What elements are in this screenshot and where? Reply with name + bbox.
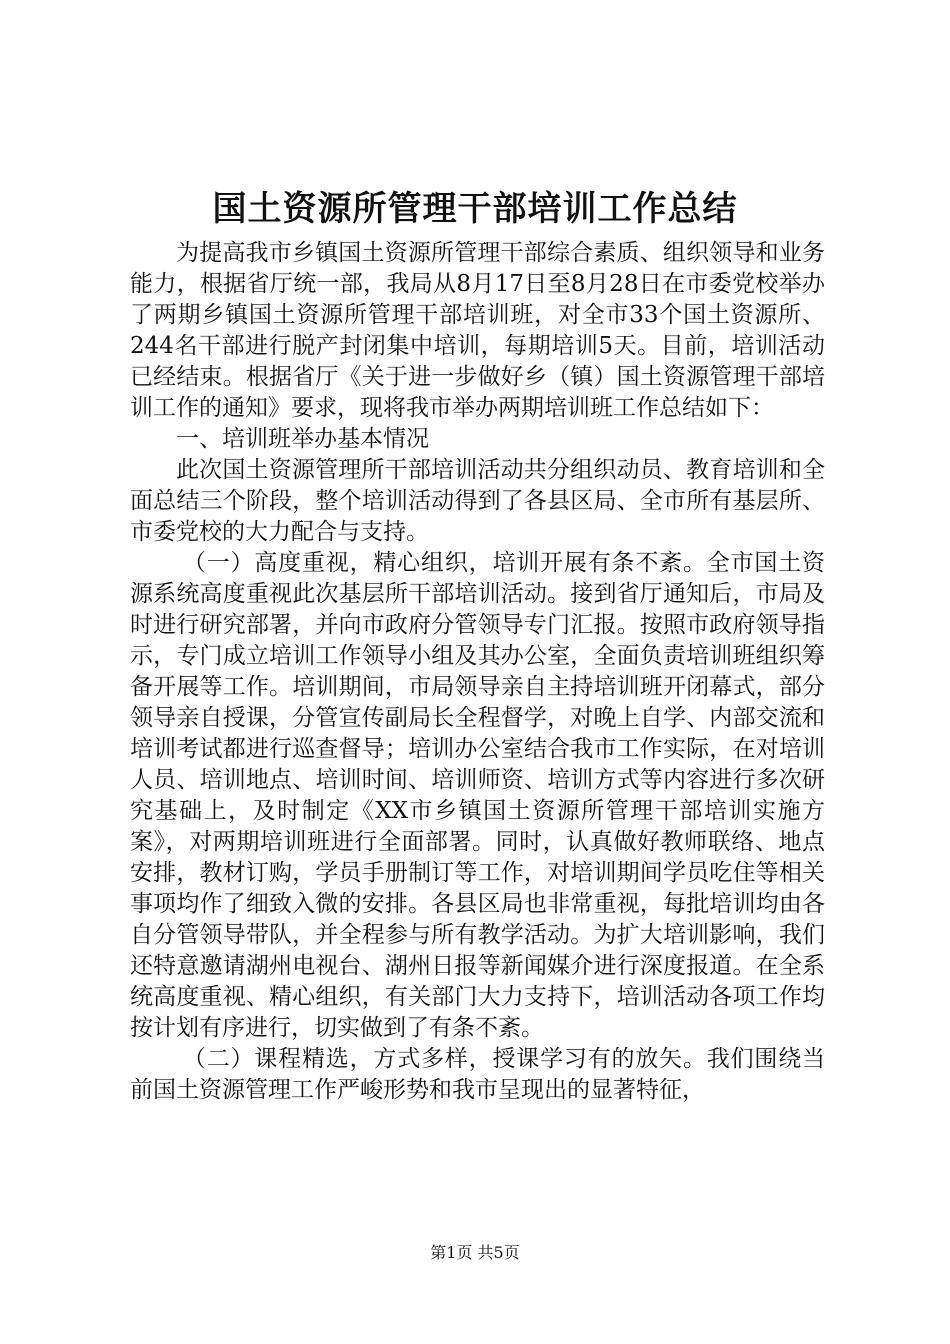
intro-paragraph: 为提高我市乡镇国土资源所管理干部综合素质、组织领导和业务能力，根据省厅统一部，我局从8月17日至8月28日在市委党校举办了两期乡镇国土资源所管理干部培训班，对全市33个国土资源所、244名干部进行脱产封闭集中培训，每期培训5天。目前，培训活动已经结束。根据省厅《关于进一步做好乡（镇）国土资源管理干部培训工作的通知》要求，现将我市举办两期培训班工作总结如下： [130, 240, 825, 421]
subsection-2-paragraph: （二）课程精选，方式多样，授课学习有的放矢。我们围绕当前国土资源管理工作严峻形势和我市呈现出的显著特征， [130, 1046, 825, 1103]
section-1-intro-paragraph: 此次国土资源管理所干部培训活动共分组织动员、教育培训和全面总结三个阶段，整个培训活动得到了各县区局、全市所有基层所、市委党校的大力配合与支持。 [130, 457, 825, 545]
subsection-1-paragraph: （一）高度重视，精心组织，培训开展有条不紊。全市国土资源系统高度重视此次基层所干部培训活动。接到省厅通知后，市局及时进行研究部署，并向市政府分管领导专门汇报。按照市政府领导指示，专门成立培训工作领导小组及其办公室，全面负责培训班组织筹备开展等工作。培训期间，市局领导亲自主持培训班开闭幕式，部分领导亲自授课，分管宣传副局长全程督学，对晚上自学、内部交流和培训考试都进行巡查督导；培训办公室结合我市工作实际，在对培训人员、培训地点、培训时间、培训师资、培训方式等内容进行多次研究基础上，及时制定《XX市乡镇国土资源所管理干部培训实施方案》，对两期培训班进行全面部署。同时，认真做好教师联络、地点安排，教材订购，学员手册制订等工作，对培训期间学员吃住等相关事项均作了细致入微的安排。各县区局也非常重视，每批培训均由各自分管领导带队，并全程参与所有教学活动。为扩大培训影响，我们还特意邀请湖州电视台、湖州日报等新闻媒介进行深度报道。在全系统高度重视、精心组织，有关部门大力支持下，培训活动各项工作均按计划有序进行，切实做到了有条不紊。 [130, 550, 825, 1041]
document-title: 国土资源所管理干部培训工作总结 [212, 189, 738, 229]
page-number-footer: 第1页 共5页 [430, 1243, 520, 1262]
section-heading-1: 一、培训班举办基本情况 [176, 426, 429, 452]
document-body [130, 238, 825, 1106]
